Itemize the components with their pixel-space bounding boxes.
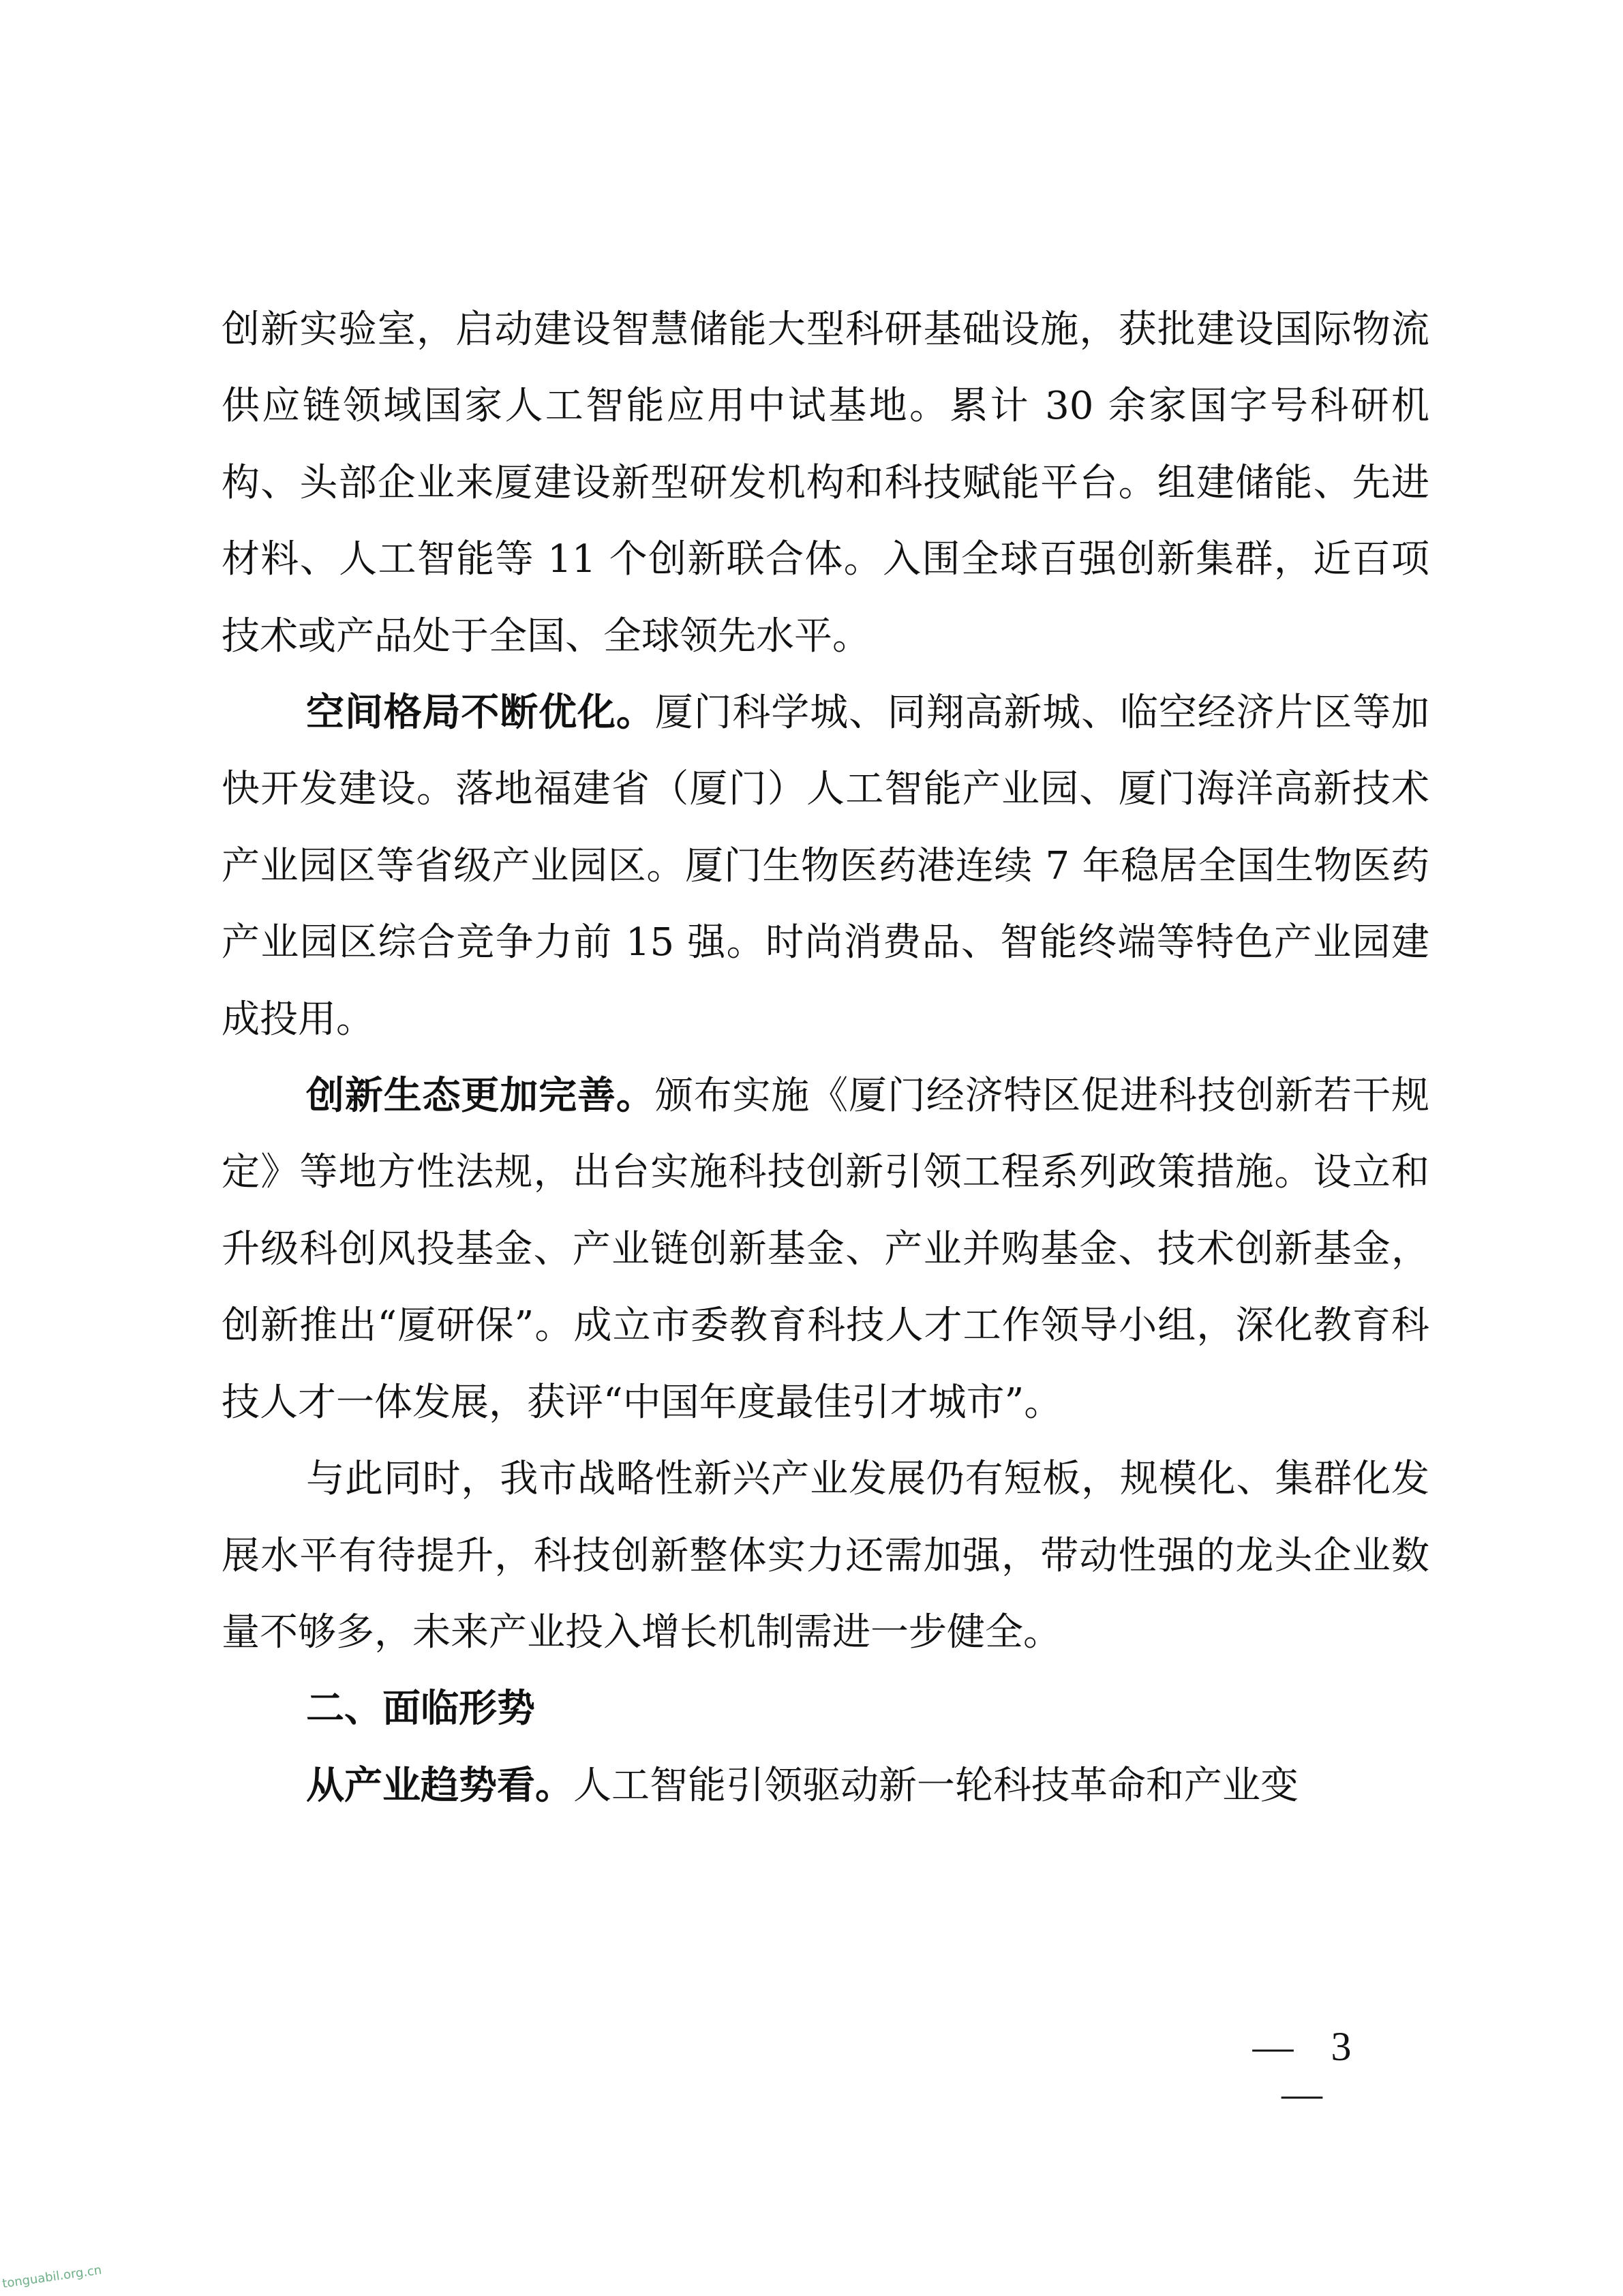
paragraph-industry-trend bbox=[222, 1748, 1429, 1824]
paragraph-text: 创新实验室，启动建设智慧储能大型科研基础设施，获批建设国际物流供应链领域国家人工智能应用中试基地。累计 30 余家国字号科研机构、头部企业来厦建设新型研发机构和科技赋能平台。组建储能、先进材料、人工智能等 11 个创新联合体。入围全球百强创新集群，近百项技术或产品处于全国、全球领先水平。 bbox=[222, 307, 1429, 659]
paragraph-text: 颁布实施《厦门经济特区促进科技创新若干规定》等地方性法规，出台实施科技创新引领工程系列政策措施。设立和升级科创风投基金、产业链创新基金、产业并购基金、技术创新基金，创新推出“厦研保”。成立市委教育科技人才工作领导小组，深化教育科技人才一体发展，获评“中国年度最佳引才城市”。 bbox=[222, 1074, 1430, 1425]
paragraph-text: 人工智能引领驱动新一轮科技革命和产业变 bbox=[573, 1763, 1299, 1808]
paragraph-lead-heading: 空间格局不断优化。 bbox=[306, 691, 655, 736]
paragraph-continuation bbox=[222, 292, 1429, 675]
paragraph-text: 厦门科学城、同翔高新城、临空经济片区等加快开发建设。落地福建省（厦门）人工智能产业园、厦门海洋高新技术产业园区等省级产业园区。厦门生物医药港连续 7 年稳居全国生物医药产业园区综合竞争力前 15 强。时尚消费品、智能终端等特色产业园建成投用。 bbox=[222, 691, 1430, 1042]
document-body bbox=[222, 292, 1429, 1824]
paragraph-lead-heading: 创新生态更加完善。 bbox=[306, 1074, 655, 1119]
paragraph-innovation-ecosystem bbox=[222, 1058, 1429, 1441]
paragraph-text: 与此同时，我市战略性新兴产业发展仍有短板，规模化、集群化发展水平有待提升，科技创新整体实力还需加强，带动性强的龙头企业数量不够多，未来产业投入增长机制需进一步健全。 bbox=[222, 1457, 1429, 1655]
paragraph-spatial-layout bbox=[222, 675, 1429, 1058]
paragraph-lead-heading: 从产业趋势看。 bbox=[306, 1763, 573, 1808]
section-heading: 二、面临形势 bbox=[306, 1687, 535, 1732]
paragraph-shortcomings bbox=[222, 1441, 1429, 1671]
watermark-text: tonguabil.org.cn bbox=[1, 2263, 103, 2291]
page-number: — 3 — bbox=[1252, 2024, 1365, 2116]
